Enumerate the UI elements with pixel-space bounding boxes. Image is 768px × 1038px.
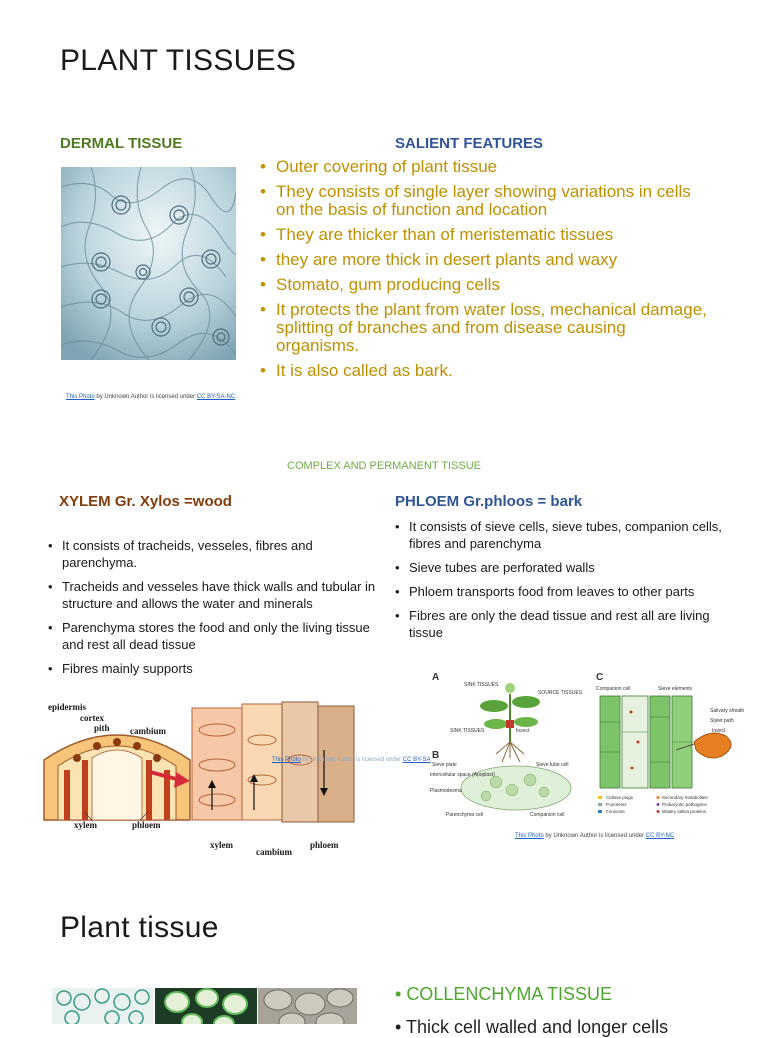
dermal-photo-credit: This Photo by Unknown Author is licensed under CC BY-SA-NC xyxy=(66,394,236,400)
photo-link[interactable]: This Photo xyxy=(272,757,301,763)
xylem-photo-credit: This Photo by Unknown Author is licensed under CC BY-SA xyxy=(272,757,431,763)
label-sink-tissues-2: SINK TISSUES xyxy=(450,728,485,734)
label-phloem-2: phloem xyxy=(310,840,339,850)
phloem-points-list xyxy=(393,518,723,648)
phloem-point: • It consists of sieve cells, sieve tubes, companion cells, fibres and parenchyma xyxy=(393,518,723,552)
legend-p-proteins: P-proteins xyxy=(606,802,627,807)
slide-2 xyxy=(0,880,768,1037)
xylem-diagram xyxy=(42,700,360,860)
photo-link[interactable]: This Photo xyxy=(515,833,544,839)
phloem-heading: PHLOEM Gr.phloos = bark xyxy=(395,493,583,510)
phloem-point: • Phloem transports food from leaves to other parts xyxy=(393,583,723,600)
label-b: B xyxy=(432,750,440,761)
salient-features-list xyxy=(260,158,710,387)
collenchyma-bullet-2-text: Thick cell walled and longer cells xyxy=(405,1017,669,1037)
legend-watery-saliva: Watery saliva proteins xyxy=(662,809,707,814)
label-salivary-sheath: Salivary sheath xyxy=(710,708,745,714)
feature-item: • It protects the plant from water loss, mechanical damage, splitting of branches and from disease causing organisms. xyxy=(260,301,710,355)
label-xylem: xylem xyxy=(74,820,97,830)
xylem-points-list xyxy=(46,537,376,684)
feature-item: • It is also called as bark. xyxy=(260,362,710,380)
license-link[interactable]: CC BY-SA-NC xyxy=(196,394,236,400)
feature-item: • Stomato, gum producing cells xyxy=(260,276,710,294)
label-sieve-tube-cell: Sieve tube cell xyxy=(536,762,569,768)
label-sink-tissues: SINK TISSUES xyxy=(464,682,499,688)
label-sieve-plate: Sieve plate xyxy=(432,762,457,768)
feature-item: • They consists of single layer showing variations in cells on the basis of function and location xyxy=(260,183,710,219)
xylem-point: • Fibres mainly supports xyxy=(46,660,376,677)
collenchyma-bullet-text: COLLENCHYMA TISSUE xyxy=(406,984,613,1004)
label-cortex: cortex xyxy=(80,713,104,723)
legend-secondary-metabolites: Secondary metabolites xyxy=(662,795,708,800)
phloem-diagram xyxy=(426,672,754,822)
collenchyma-bullet: • COLLENCHYMA TISSUE xyxy=(395,984,613,1004)
legend-forisome: Forisome xyxy=(606,809,625,814)
label-sieve-elements: Sieve elements xyxy=(658,686,693,692)
label-companion-cell-2: Companion cell xyxy=(530,812,565,818)
slide-title: PLANT TISSUES xyxy=(60,44,297,77)
label-stylet-path: Stylet path xyxy=(710,718,734,724)
xylem-point: • It consists of tracheids, vesseles, fibres and parenchyma. xyxy=(46,537,376,571)
label-epidermis: epidermis xyxy=(48,702,86,712)
label-parenchyma-cell: Parenchyma cell xyxy=(446,812,483,818)
phloem-point: • Sieve tubes are perforated walls xyxy=(393,559,723,576)
phloem-point: • Fibres are only the dead tissue and rest all are living tissue xyxy=(393,607,723,641)
collenchyma-images xyxy=(52,988,357,1024)
label-source-tissues: SOURCE TISSUES xyxy=(538,690,583,696)
collenchyma-bullet-2: • Thick cell walled and longer cells xyxy=(395,1017,669,1037)
label-companion-cell: Companion cell xyxy=(596,686,631,692)
xylem-point: • Tracheids and vesseles have thick walls and tubular in structure and allows the water and minerals xyxy=(46,578,376,612)
phloem-photo-credit: This Photo by Unknown Author is licensed under CC BY-NC xyxy=(515,833,675,839)
license-link[interactable]: CC BY-NC xyxy=(645,833,675,839)
xylem-heading: XYLEM Gr. Xylos =wood xyxy=(59,493,232,510)
complex-tissue-heading: COMPLEX AND PERMANENT TISSUE xyxy=(287,460,481,472)
label-insect: Insect xyxy=(516,728,530,734)
salient-features-heading: SALIENT FEATURES xyxy=(395,135,544,152)
label-plasmodesma: Plasmodesma xyxy=(430,788,462,794)
legend-prokaryotic-pathogens: Prokaryotic pathogens xyxy=(662,802,707,807)
feature-item: • They are thicker than of meristematic tissues xyxy=(260,226,710,244)
photo-link[interactable]: This Photo xyxy=(66,394,95,400)
label-insect-2: Insect xyxy=(712,728,726,734)
label-xylem-2: xylem xyxy=(210,840,233,850)
label-cambium: cambium xyxy=(130,726,166,736)
feature-item: • they are more thick in desert plants and waxy xyxy=(260,251,710,269)
label-intercellular-space: Intercellular space (Apoplast) xyxy=(430,772,495,778)
xylem-point: • Parenchyma stores the food and only the living tissue and rest all dead tissue xyxy=(46,619,376,653)
label-phloem: phloem xyxy=(132,820,161,830)
label-c: C xyxy=(596,672,604,683)
label-pith: pith xyxy=(94,723,110,733)
legend-callose-plugs: Callose plugs xyxy=(606,795,634,800)
dermal-tissue-image xyxy=(61,167,236,360)
feature-item: • Outer covering of plant tissue xyxy=(260,158,710,176)
slide-2-title: Plant tissue xyxy=(60,911,219,944)
license-link[interactable]: CC BY-SA xyxy=(402,757,431,763)
label-cambium-2: cambium xyxy=(256,847,292,857)
dermal-tissue-heading: DERMAL TISSUE xyxy=(60,135,183,152)
label-a: A xyxy=(432,672,440,683)
